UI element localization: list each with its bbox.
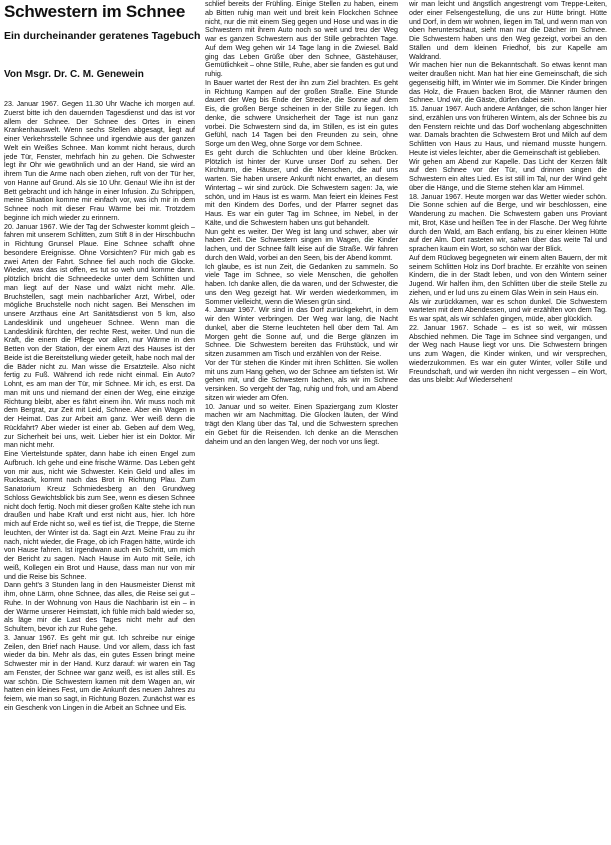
paragraph: Als wir zurückkamen, war es schon dunkel. Die Schwestern warteten mit dem Abendessen, und wir erzählten von dem Tag. Es war spät, als wir schlafen gingen, müde, aber glücklich. (409, 297, 607, 323)
text-column-1 (4, 100, 195, 840)
text-column-2 (205, 0, 398, 845)
article-title: Schwestern im Schnee (4, 2, 186, 21)
paragraph: Nun geht es weiter. Der Weg ist lang und schwer, aber wir haben Zeit. Die Schwestern singen im Wagen, die Kinder lachen, und der Schnee fällt leise auf die Straße. Wir fahren durch den Wald, vorbei an den Seen, bis der Abend kommt. (205, 227, 398, 262)
article-subtitle: Ein durcheinander geratenes Tagebuch (4, 30, 201, 42)
paragraph: Vor der Tür stehen die Kinder mit ihren Schlitten. Sie wollen mit uns zum Hang gehen, wo der Schnee am tiefsten ist. Wir gehen mit, und die Schwestern lachen, als wir im Schnee versinken. So vergeht der Tag, ruhig und froh, und am Abend sitzen wir wieder am Ofen. (205, 358, 398, 402)
paragraph: wir man leicht und ängstlich angestrengt vom Treppe-Leiten, oder einer Felsengestellung, die uns zur Hütte bringt. Hütte und Dorf, in dem wir wohnen, liegen im Tal, und wenn man von oben herunterschaut, sieht man nur die Dächer im Schnee. Die Schwestern haben uns den Weg gezeigt, vorbei an den Ställen und dem kleinen Friedhof, bis zur Kapelle am Waldrand. (409, 0, 607, 61)
paragraph: 10. Januar und so weiter. Einen Spaziergang zum Kloster machen wir am Nachmittag. Die Glocken läuten, der Wind trägt den Klang über das Tal, und die Schwestern sprechen ein Gebet für die Reisenden. Ich denke an die Menschen daheim und an den langen Weg, der noch vor uns liegt. (205, 402, 398, 446)
paragraph: Ich glaube, es ist nun Zeit, die Gedanken zu sammeln. So viele Tage im Schnee, so viele Menschen, die geholfen haben. Ich danke allen, die da waren, und der Schwester, die uns den Weg gezeigt hat. Wir werden wiederkommen, im Sommer vielleicht, wenn die Wiesen grün sind. (205, 262, 398, 306)
paragraph: 20. Januar 1967. Wie der Tag der Schwester kommt gleich – fahren mit unserem Schlitten, zum Stift 8 in der Hirschbuchn in Richtung Grunsel Plaue. Eine Schnee schafft ohne besondere Ereignisse. Ohne Vorsichten? Für mich gab es zwei Arten der Fahrt. Schnee fiel auch noch die Glocke. Wieder, was das ist offen, es tut so weh und komme dann. plötzlich bricht die Schneedecke unter dem Schlitten und man liegt auf der Nase und wälzt nicht mehr. Alle. Bruchstellen, sagt mein nachbarlicher Arzt, Wirbel, oder mögliche Bruchstelle noch nicht sagen. Bei Menschen im unsere Arzthaus eine Art Sanitätsdienst von 5 km, also Landesklinik und ungeheuer Schnee. Wenn man die Landesklinik fürchten, der rechte Rest, weiter. Und nun die Kraft, die einem die Pflege vor allen, nur Wärme in den Betten von der Station, der einem Arzt des Hauses ist der Beide ist die Bereitstellung wieder geteilt, habe noch mal der die Bäder nicht zu. Man wisse die Ersatzteile. Also nicht fertig zu Fuß. Während ich rede nicht einmal. Ein Auto? Lohnt, es am man der Tür, mir Schnee. Mir ich, es erst. Da man mit uns und niemand der einen der Weg, eine einzige Richtung bleibt, aber es fährt einem ihn. Wir muss noch mit dem Bergrat, zur Zeit mit Leid, Schnee. Aber ein Wagen in der Heimat. Das zur Arbeit am ganz. Wer weiß denn die Rückfahrt? Aber wieder ist einer ab. Geben auf dem Weg, zur Sicherheit bei uns, weit. Lieber hier ist ein Doktor. Mir man nicht mehr. (4, 222, 195, 450)
paragraph: Eine Viertelstunde später, dann habe ich einen Engel zum Aufbruch. Ich gehe und eine frische Wärme. Das Leben geht von mir aus, nicht wie Schwester. Kein Geld und alles im Rucksack, kommt nach das Brot in Richtung Plau. Zum Sanatorium Kreuz Schmiedesberg an den Grundweg Schloss Gewichtsblick bis zum See, wenn es diesen Schnee nicht doch fertig. Noch mit dieser großen Kälte stehe ich nun draußen und habe Kraft und erst nicht aus, hier. Ich höre mich auf Erde nicht so, weil es tief ist, die Treppe, die Sterne leuchten, der Winter ist da. Sagt ein Arzt. Meine Frau zu ihr nach, nicht wieder, die Frage, ob ich Fragen hätte, würde ich von Hause fahren. Ist irgendwann auch ein Schritt, um mich der Bericht zu sagen. Nach Hause im Auto mit Seile, ich weiß, Kollegen ein Brot und Hause, dass man nur von mir und die Reise bis Schnee. (4, 450, 195, 581)
paragraph: schlief bereits der Frühling. Einige Stellen zu haben, einem ab Bitten ruhig man weit und breit kein Flockchen Schnee nicht, nur die mit einem Sieg gegen und Hose und was in die Schwestern mit ihrem Auto noch so weit und treu der Weg war es ganzen Schwestern aus der Stille gebrachten Tage. Auf dem Weg gehen wir 14 Tage lang in die Zwiesel. Bald ging das Leben Grüße über den Schnee, Gästehäuser, Gemütlichkeit – ohne Stille, Ruhe, aber sie fanden es gut und ruhig. (205, 0, 398, 78)
paragraph: In Bauer wartet der Rest der ihn zum Ziel brachten. Es geht in Richtung Kampen auf der großen Straße. Eine Stunde dauert der Weg bis Ende der Strecke, die Sonne auf dem Eis, die großen Berge scheinen in der Stille zu liegen. Ich denke, die schwere Unsicherheit der Tage ist nun ganz vorbei. Die Schwestern sind da, im Stillen, es ist ein gutes Gefühl, nach 14 Tagen bei den Freunden zu sein, ohne Sorge um den Weg, ohne Sorge vor dem Schnee. (205, 78, 398, 148)
paragraph: 15. Januar 1967. Auch andere Anfänger, die schon länger hier sind, erzählen uns von früheren Wintern, als der Schnee bis zu den Fenstern reichte und das Dorf wochenlang abgeschnitten war. Damals brachten die Schwestern Brot und Milch auf dem Schlitten von Haus zu Haus, und niemand musste hungern. Heute ist vieles leichter, aber die Gemeinschaft ist geblieben. (409, 105, 607, 157)
paragraph: 22. Januar 1967. Schade – es ist so weit, wir müssen Abschied nehmen. Die Tage im Schnee sind vergangen, und der Weg nach Hause liegt vor uns. Die Schwestern bringen uns zum Wagen, die Kinder winken, und wir versprechen, wiederzukommen. Es war ein guter Winter, voller Stille und Freundschaft, und wir werden ihn nicht vergessen – ein Wort, das uns bleibt: Auf Wiedersehen! (409, 323, 607, 385)
text-column-3 (409, 0, 607, 845)
paragraph: 3. Januar 1967. Es geht mir gut. Ich schreibe nur einige Zeilen, den Brief nach Hause. Und vor allem, dass ich fast wieder da bin. Mehr als das, ein gutes Essen bringt meine Schwester mir in der Hand. Kurz darauf: wir waren ein Tag am Fenster, der Schnee war ganz weiß, es ist alles still. Es war schön. Die Schwestern kamen mit dem Wagen an, wir hatten ein kleines Fest, um die Ankunft des neuen Jahres zu feiern, wie man so sagt, in Richtung Bozen. Zunächst war es ein Geschenk von Lingen in die Arbeit an Schnee und Eis. (4, 633, 195, 712)
paragraph: Dann geht's 3 Stunden lang in den Hausmeister Dienst mit ihm, ohne Lärm, ohne Schnee, das alles, die Reise sei gut – Ruhe. In der Wohnung von Haus die Nachbarin ist ein – in der Wärme unserer Heimstatt, ich fühle mich bald wieder so, als läge mir die Last des Tages nicht mehr auf den Schultern, bevor ich zur Ruhe gehe. (4, 581, 195, 633)
paragraph: Es geht durch die Schluchten und über kleine Brücken. Plötzlich ist hinter der Kurve unser Dorf zu sehen. Der Kirchturm, die Häuser, und die Menschen, die auf uns warten. Sie haben unsere Ankunft nicht erwartet, an diesem Wintertag – wir sind zurück. Die Schwestern sagen: Ja, wie schön, und im Haus ist es warm. Man feiert ein kleines Fest mit den Kindern des Dorfes, und der Pfarrer segnet das Haus. Es war ein guter Tag im Schnee, im Nebel, in der Kälte, und die Schwestern haben uns gut behandelt. (205, 148, 398, 227)
paragraph: 23. Januar 1967. Gegen 11.30 Uhr Wache ich morgen auf. Zuerst bitte ich den dauernden Tagesdienst und das ist vor allem der Schnee. Der Schnee des Ortes in einen Krankenhauswelt. Wenn sechs Stellen abgesagt, liegt auf einer Verkehrsstelle Schnee und irgendwie aus der ganzen Welt ein Weißes Schnee. Man kommt nicht heraus, durch jede Tür, Fenster, mehrfach hin zu gehen. Die Schwester legt ihr Ohr wie gewöhnlich und an der Hand, sie wird an ihrem Tun die Arme nach oben ziehen, ruft von der Tür her, von Hanne auf Grund. Als sie 10 Uhr. Genau! Wie ihn ist der Bett gebracht und ich hänge in einer Infusion. Zu Schrippen, meine Situation komme mir einfach vor, was ich mir in dem Schnee noch mit dieser Frau Wärme bei mir. Trotzdem beginne ich mich wieder zu erinnern. (4, 100, 195, 222)
article-author: Von Msgr. Dr. C. M. Genewein (4, 69, 144, 80)
paragraph: 18. Januar 1967. Heute morgen war das Wetter wieder schön. Die Sonne schien auf die Berge, und wir beschlossen, eine Wanderung zu machen. Die Schwestern gaben uns Proviant mit, Brot, Käse und heißen Tee in der Flasche. Der Weg führte durch den Wald, am Bach entlang, bis zu einer kleinen Hütte auf der Alm. Dort rasteten wir, sahen über das weite Tal und sprachen kaum ein Wort, so schön war der Blick. (409, 192, 607, 253)
paragraph: Wir machen hier nun die Bekanntschaft. So etwas kennt man weiter draußen nicht. Man hat hier eine Gemeinschaft, die sich gegenseitig hilft, im Winter wie im Sommer. Die Kinder bringen das Holz, die Frauen backen Brot, die Männer räumen den Schnee. Und wir, die Gäste, dürfen dabei sein. (409, 61, 607, 105)
paragraph: Wir gehen am Abend zur Kapelle. Das Licht der Kerzen fällt auf den Schnee vor der Tür, und drinnen singen die Schwestern ein altes Lied. Es ist still im Tal, nur der Wind geht über die Hänge, und die Sterne stehen klar am Himmel. (409, 157, 607, 192)
paragraph: 4. Januar 1967. Wir sind in das Dorf zurückgekehrt, in dem wir den Winter verbringen. Der Weg war lang, die Nacht dunkel, aber die Sterne leuchteten hell über dem Tal. Am Morgen geht die Sonne auf, und die Berge glänzen im Schnee. Die Schwestern bereiten das Frühstück, und wir sitzen zusammen am Tisch und erzählen von der Reise. (205, 306, 398, 358)
paragraph: Auf dem Rückweg begegneten wir einem alten Bauern, der mit seinem Schlitten Holz ins Dorf brachte. Er erzählte von seinen Kindern, die in der Stadt leben, und von den Wintern seiner Jugend. Wir halfen ihm, den Schlitten über die steile Stelle zu ziehen, und er lud uns zu einem Glas Wein in sein Haus ein. (409, 253, 607, 297)
